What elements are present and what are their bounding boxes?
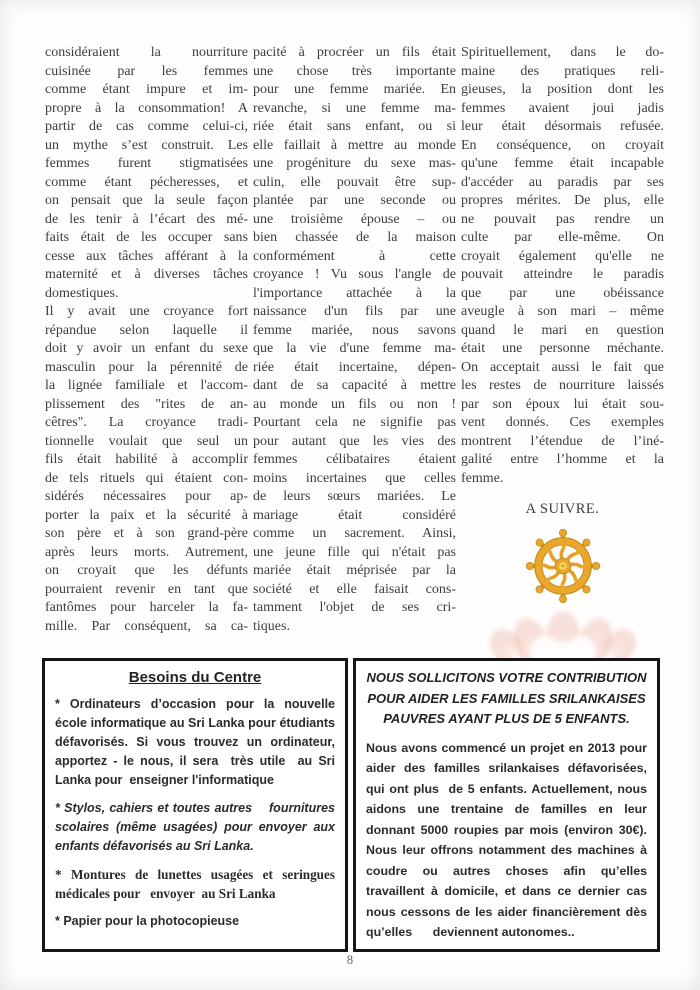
text-line: de les tenir à l’écart des mé- (45, 211, 248, 227)
text-line: masculin pour la pérennité de (45, 359, 248, 375)
article (45, 44, 664, 667)
text-line: pour autant que les vies des (253, 433, 456, 449)
text-line: doit y avoir un enfant du sexe (45, 341, 248, 356)
text-line: sidérés nécessaires pour ap- (45, 489, 248, 504)
text-line: aveugle à son mari – même (461, 304, 664, 319)
text-line: faits était de les occuper sans (45, 230, 248, 245)
text-line: fils était habilité à accomplir (45, 452, 248, 467)
text-line: comme étant impure et im- (45, 82, 248, 97)
text-line: au monde un fils ou non ! (253, 396, 456, 412)
text-line: société et elle faisait cons- (253, 581, 456, 597)
text-line: quand le mari en question (461, 322, 664, 338)
text-line: femmes avaient joui jadis (461, 100, 664, 116)
text-line: d'accéder au paradis par ses (461, 174, 664, 190)
text-line: tiques. (253, 618, 290, 634)
contribution-box (353, 658, 660, 952)
text-line: un mythe s’est construit. Les (45, 137, 248, 153)
needs-box (42, 658, 348, 952)
text-line: riée était sans enfant, ou si (253, 119, 456, 134)
lotus-flower-icon (473, 601, 653, 667)
contribution-heading (366, 668, 647, 730)
text-line: l'importance attachée à la (253, 285, 456, 301)
text-line: son père et à son grand-père (45, 526, 248, 541)
text-line: culin, elle pouvait être sup- (253, 174, 456, 190)
text-line: pour une femme mariée. En (253, 82, 456, 97)
text-line: femmes célibataires étaient (253, 452, 456, 467)
text-line: par son époux lui était sou- (461, 396, 664, 412)
text-line: En conséquence, on croyait (461, 137, 664, 153)
text-line: partir de cas comme celui-ci, (45, 119, 248, 134)
text-line: riée était incertaine, dépen- (253, 359, 456, 375)
text-line: tionnelle voulait que seul un (45, 433, 248, 449)
text-line: répandue selon laquelle il (45, 322, 248, 338)
text-line: femme mariée, nous savons (253, 322, 456, 338)
dharma-wheel-icon (524, 527, 602, 605)
text-line: était une personne méchante. (461, 341, 664, 356)
text-line: que la vie d'une femme ma- (253, 341, 456, 356)
text-line: de tels rituels qui étaient con- (45, 470, 248, 486)
text-line: mariée était méprisée par la (253, 563, 456, 578)
text-line: considéraient la nourriture (45, 45, 248, 60)
text-line: après leurs morts. Autrement, (45, 544, 248, 560)
text-line: une jeune fille qui n'était pas (253, 544, 456, 560)
text-line: Pourtant cela ne signifie pas (253, 415, 456, 430)
text-line: revanche, si une femme ma- (253, 100, 456, 116)
text-line: galité entre l’homme et la (461, 452, 664, 467)
text-line: que par une obéissance (461, 285, 664, 301)
text-line: on pensait que la seule façon (45, 193, 248, 208)
text-line: plissement des "rites de an- (45, 396, 248, 412)
text-line: tamment l'objet de ses cri- (253, 600, 456, 615)
text-line: pacité à procréer un fils était (253, 45, 456, 60)
contribution-body: Nous avons commencé un projet en 2013 pour aider des familles srilankaises défavorisées, qui ont plus de 5 enfants. Actuellement, nous aidons une trentaine de familles en leur donnant 5000 roupies par mois (environ 30€). Nous leur offrons notamment des machines à coudre ou autres choses afin qu’elles travaillent à domicile, et dans ce dernier cas nous cessons de les aider financièrement dès qu’elles deviennent autonomes.. (366, 740, 647, 939)
text-line: pouvait atteindre le paradis (461, 267, 664, 282)
text-line: femme. (461, 470, 504, 486)
text-line: elle faillait à mettre au monde (253, 137, 456, 153)
article-column-3 (461, 44, 664, 667)
to-be-continued-label: A SUIVRE. (525, 501, 600, 517)
text-line: une chose très importante (253, 63, 456, 79)
text-line: culte par elle-même. On (461, 230, 664, 245)
text-line: pourraient revenir en tant que (45, 581, 248, 597)
text-line: naissance d'un fils par une (253, 304, 456, 319)
text-line: fantômes pour harceler la fa- (45, 600, 248, 615)
article-column-1 (45, 44, 248, 667)
text-line: cêtres". La croyance tradi- (45, 415, 248, 430)
text-line: Spirituellement, dans le do- (461, 45, 664, 60)
text-line: cesse aux tâches afférant à la (45, 248, 248, 264)
needs-item: * Ordinateurs d’occasion pour la nouvelle école informatique au Sri Lanka pour étudiants défavorisés. Si vous trouvez un ordinateur, apportez - le nous, il sera très utile au Sri Lanka pour enseigner l'informatique (55, 697, 335, 787)
text-line: bien chassée de la maison (253, 230, 456, 245)
text-line: plantée par une seconde ou (253, 193, 456, 208)
text-line: domestiques. (45, 285, 119, 301)
text-line: montrent l’étendue de l’iné- (461, 433, 664, 449)
needs-box-items (55, 695, 335, 931)
needs-item: * Papier pour la photocopieuse (55, 914, 240, 928)
text-line: comme étant pécheresses, et (45, 174, 248, 190)
text-line: ne pouvait pas rendre un (461, 211, 664, 227)
text-line: dant de sa capacité à mettre (253, 378, 456, 393)
text-line: Il y avait une croyance fort (45, 304, 248, 319)
text-line: cuisinée par les femmes (45, 63, 248, 79)
text-line: conformément à cette (253, 248, 456, 264)
needs-box-title: Besoins du Centre (128, 669, 262, 686)
text-line: la lignée familiale et l'accom- (45, 378, 248, 393)
contribution-heading-line: POUR AIDER LES FAMILLES SRILANKAISES (367, 690, 646, 706)
text-line: vent donnés. Ces exemples (461, 415, 664, 430)
text-line: maine des pratiques reli- (461, 63, 664, 79)
needs-item: * Stylos, cahiers et toutes autres fournitures scolaires (même usagées) pour envoyer aux enfants défavorisés au Sri Lanka. (55, 801, 335, 853)
text-line: propre à la consommation! A (45, 100, 248, 116)
text-line: femmes furent stigmatisées (45, 156, 248, 171)
contribution-heading-line: NOUS SOLLICITONS VOTRE CONTRIBUTION (366, 670, 647, 685)
text-line: les restes de nourriture laissés (461, 378, 664, 393)
text-line: propres mérites. De plus, elle (461, 193, 664, 208)
text-line: On acceptait aussi le fait que (461, 359, 664, 375)
article-column-3-lines (461, 44, 664, 488)
page-number: 8 (346, 953, 354, 967)
text-line: comme un sacrement. Ainsi, (253, 526, 456, 541)
text-line: une progéniture du sexe mas- (253, 156, 456, 171)
text-line: croyance ! Vu sous l'angle de (253, 267, 456, 282)
text-line: gieuses, la position dont les (461, 82, 664, 97)
text-line: porter la paix et la sécurité à (45, 507, 248, 523)
text-line: de leurs sœurs mariées. Le (253, 489, 456, 504)
text-line: mariage était considéré (253, 507, 456, 523)
text-line: on croyait que les défunts (45, 563, 248, 578)
text-line: leur était désormais refusée. (461, 119, 664, 134)
text-line: une troisième épouse – ou (253, 211, 456, 227)
article-column-2 (253, 44, 456, 667)
needs-item: * Montures de lunettes usagées et seringues médicales pour envoyer au Sri Lanka (55, 867, 335, 901)
text-line: moins incertaines que celles (253, 470, 456, 486)
text-line: croyait également qu'elle ne (461, 248, 664, 264)
text-line: mille. Par conséquent, sa ca- (45, 618, 248, 634)
text-line: qu'une femme était incapable (461, 156, 664, 171)
text-line: maternité et à diverses tâches (45, 267, 248, 282)
contribution-heading-line: PAUVRES AYANT PLUS DE 5 ENFANTS. (383, 711, 630, 726)
